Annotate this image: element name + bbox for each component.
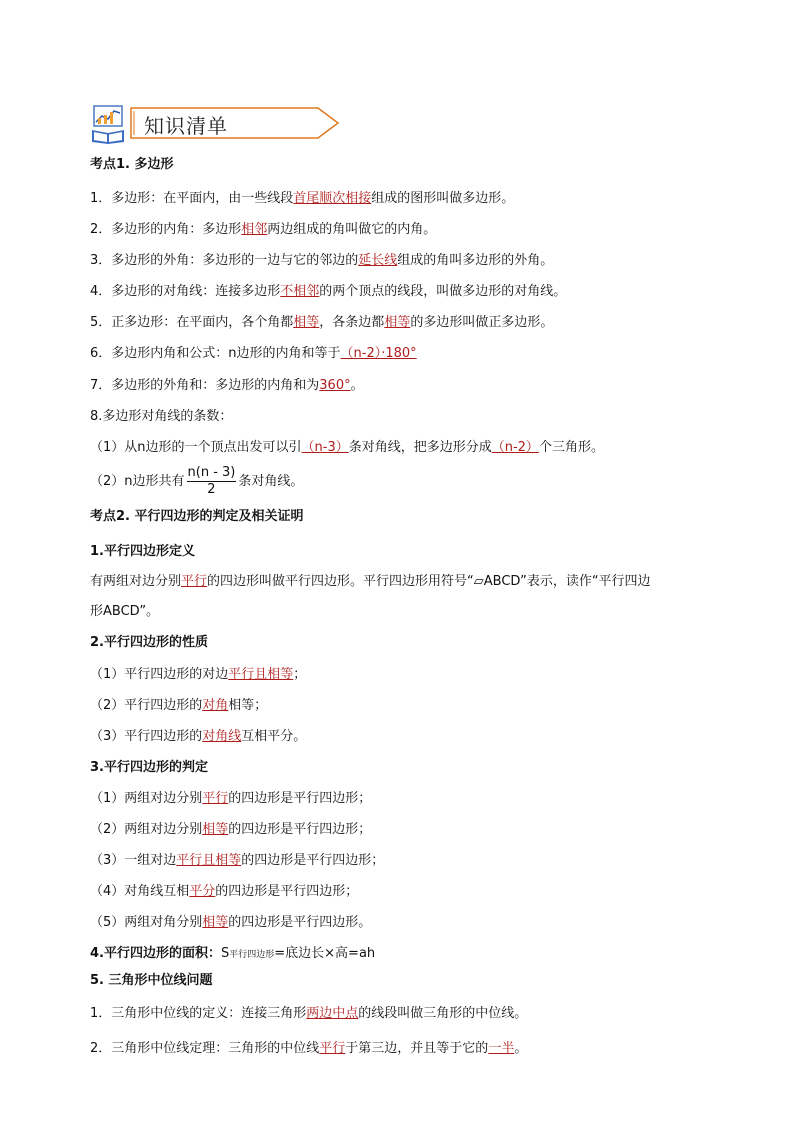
section-heading-midline: 5. 三角形中位线问题 [90,973,213,988]
answer-blank: （n-2）·180° [340,346,417,361]
criterion-4 [90,883,358,901]
text: 的线段叫做三角形的中位线。 [358,1006,528,1021]
answer-blank: 首尾顺次相接 [293,191,372,206]
answer-blank: 延长线 [358,253,398,268]
text: ，各条边都 [319,315,385,330]
banner-title: 知识清单 [144,114,228,138]
answer-blank: （n-3） [301,440,349,455]
answer-blank: 平行且相等 [228,667,294,682]
answer-blank: 相等 [384,315,411,330]
answer-blank: 平行且相等 [176,853,242,868]
criterion-2 [90,821,371,839]
section-heading-parallelogram: 考点2. 平行四边形的判定及相关证明 [90,509,304,524]
text: 6．多边形内角和公式：n边形的内角和等于 [90,346,341,361]
text: 的多边形叫做正多边形。 [410,315,554,330]
area-heading: 4.平行四边形的面积： [90,946,221,961]
answer-blank: 对角 [202,698,229,713]
text: 相等； [228,698,268,713]
parallelogram-definition [90,573,651,591]
text: （2）平行四边形的 [90,698,203,713]
text: 5．正多边形：在平面内，各个角都 [90,315,294,330]
answer-blank: 平行 [202,791,229,806]
book-chart-icon [90,104,126,144]
item-diagonal [90,283,566,301]
fraction-denominator: 2 [207,482,216,497]
text: （2）两组对边分别 [90,822,203,837]
text: 于第三边，并且等于它的 [345,1041,489,1056]
item-interior-sum [90,345,417,363]
text: 条对角线。 [238,474,304,489]
item-diagonal-count-1 [90,439,604,457]
text: S [220,946,230,961]
text: 互相平分。 [241,729,307,744]
text: 的四边形叫做平行四边形。平行四边形用符号“▱ABCD”表示，读作“平行四边 [207,574,651,589]
text: 的四边形是平行四边形； [241,853,385,868]
text: ； [293,667,307,682]
property-1 [90,666,306,684]
answer-blank: 相等 [202,822,229,837]
text: 4．多边形的对角线：连接多边形 [90,284,281,299]
text: （1）平行四边形的对边 [90,667,229,682]
item-polygon-def [90,190,514,208]
subheading-criteria: 3.平行四边形的判定 [90,760,208,775]
text: 。 [514,1041,528,1056]
item-interior-angle [90,221,436,239]
text: 的四边形是平行四边形。 [228,915,372,930]
subheading-definition: 1.平行四边形定义 [90,544,195,559]
fraction [187,465,237,498]
text: 1．多边形：在平面内，由一些线段 [90,191,294,206]
text: （1）从n边形的一个顶点出发可以引 [90,440,302,455]
text: 2．多边形的内角：多边形 [90,222,242,237]
text: 组成的角叫多边形的外角。 [397,253,554,268]
criterion-3 [90,852,384,870]
subheading-properties: 2.平行四边形的性质 [90,635,208,650]
text: 2．三角形中位线定理：三角形的中位线 [90,1041,320,1056]
answer-blank: 相等 [293,315,320,330]
text: 的两个顶点的线段，叫做多边形的对角线。 [319,284,567,299]
item-diagonal-count-2 [90,465,303,498]
item-exterior-angle [90,252,553,270]
answer-blank: 不相邻 [280,284,320,299]
text: 1．三角形中位线的定义：连接三角形 [90,1006,307,1021]
fraction-numerator: n(n - 3) [187,465,236,480]
answer-blank: （n-2） [491,440,539,455]
property-2 [90,697,267,715]
text: （2）n边形共有 [90,474,185,489]
midline-definition [90,1005,527,1023]
section-banner [90,104,280,144]
answer-blank: 平分 [189,884,216,899]
property-3 [90,728,306,746]
text: 7．多边形的外角和：多边形的内角和为 [90,378,320,393]
answer-blank: 对角线 [202,729,242,744]
parallelogram-definition-cont: 形ABCD”。 [90,604,160,619]
text: 的四边形是平行四边形； [228,791,372,806]
criterion-5 [90,914,371,932]
answer-blank: 两边中点 [306,1006,359,1021]
answer-blank: 一半 [488,1041,515,1056]
text: 。 [350,378,364,393]
text: （3）平行四边形的 [90,729,203,744]
answer-blank: 相邻 [241,222,268,237]
subscript: 平行四边形 [229,950,275,960]
text: （1）两组对边分别 [90,791,203,806]
answer-blank: 360° [319,378,351,393]
text: （4）对角线互相 [90,884,190,899]
answer-blank: 相等 [202,915,229,930]
text: =底边长×高=ah [274,946,376,961]
text: 有两组对边分别 [90,574,182,589]
text: 条对角线，把多边形分成 [348,440,492,455]
item-diagonal-count: 8.多边形对角线的条数： [90,409,233,424]
criterion-1 [90,790,371,808]
text: 的四边形是平行四边形； [228,822,372,837]
text: （5）两组对角分别 [90,915,203,930]
item-regular-polygon [90,314,553,332]
section-heading-polygon: 考点1. 多边形 [90,157,174,172]
text: 组成的图形叫做多边形。 [371,191,515,206]
midline-theorem [90,1040,527,1058]
item-exterior-sum [90,377,364,395]
answer-blank: 平行 [319,1041,346,1056]
text: （3）一组对边 [90,853,177,868]
text: 两边组成的角叫做它的内角。 [267,222,437,237]
text: 个三角形。 [538,440,604,455]
text: 3．多边形的外角：多边形的一边与它的邻边的 [90,253,359,268]
parallelogram-area [90,945,375,964]
text: 的四边形是平行四边形； [215,884,359,899]
answer-blank: 平行 [181,574,208,589]
